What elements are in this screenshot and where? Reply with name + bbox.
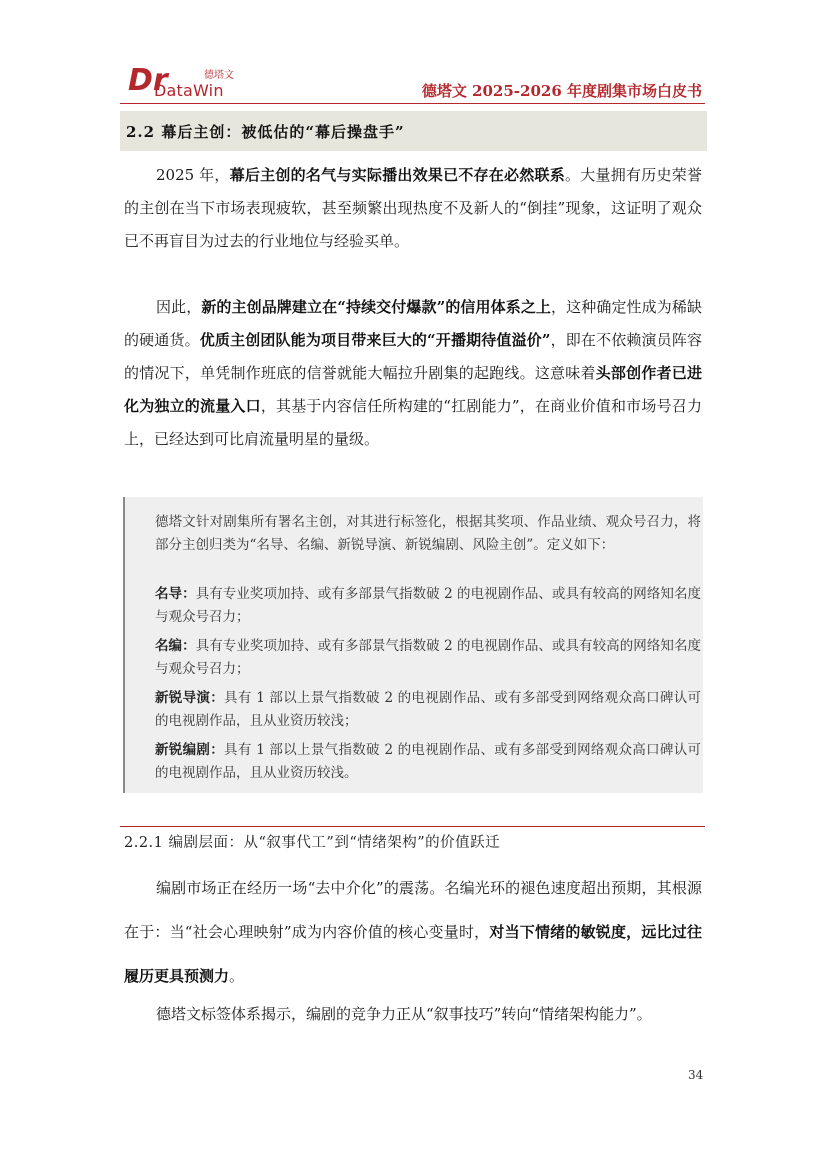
definition-desc: 具有专业奖项加持、或有多部景气指数破 2 的电视剧作品、或具有较高的网络知名度与观众号召力； [155,586,702,625]
datawin-logo [128,64,238,104]
text: 编剧市场正在经历一场“去中介化”的震荡。名编光环的褪色速度超出预期，其根源在于：当“社会心理映射”成为内容价值的核心变量时， [124,879,702,941]
paragraph-2 [124,291,702,456]
definition-desc: 具有 1 部以上景气指数破 2 的电视剧作品、或有多部受到网络观众高口碑认可的电视剧作品，且从业资历较浅； [155,690,702,729]
text: 。大量拥有历史荣誉的主创在当下市场表现疲软，甚至频繁出现热度不及新人的“倒挂”现象，这证明了观众已不再盲目为过去的行业地位与经验买单。 [124,166,702,250]
paragraph-3 [124,866,702,998]
text: 德塔文标签体系揭示，编剧的竞争力正从“叙事技巧”转向“情绪架构能力”。 [156,1005,652,1023]
definition-intro: 德塔文针对剧集所有署名主创，对其进行标签化，根据其奖项、作品业绩、观众号召力，将部分主创归类为“名导、名编、新锐导演、新锐编剧、风险主创”。定义如下： [155,514,701,553]
text: 因此， [156,298,202,316]
definition-box [123,497,703,793]
page-number: 34 [688,1068,704,1082]
definition-term: 新锐导演： [155,690,225,706]
section-title: 2.2 幕后主创：被低估的“幕后操盘手” [126,123,405,141]
definition-desc: 具有专业奖项加持、或有多部景气指数破 2 的电视剧作品、或具有较高的网络知名度与观众号召力； [155,638,702,677]
logo-brand-cn: 德塔文 [204,70,234,81]
text: ，其基于内容信任所构建的“扛剧能力”，在商业价值和市场号召力上，已经达到可比肩流量明星的量级。 [124,397,702,448]
text: 2025 年， [156,166,230,184]
bold-text: 新的主创品牌建立在“持续交付爆款”的信用体系之上 [201,298,552,316]
definition-item [155,687,701,733]
definition-item [155,583,701,629]
definition-term: 新锐编剧： [155,742,225,758]
subsection-divider [120,826,705,827]
paragraph-1 [124,159,702,258]
paragraph-4 [124,998,702,1031]
definition-item [155,739,701,785]
subsection-title: 2.2.1 编剧层面：从“叙事代工”到“情绪架构”的价值跃迁 [124,835,501,851]
definition-item [155,635,701,681]
bold-text: 幕后主创的名气与实际播出效果已不存在必然联系 [229,166,566,184]
text: 。 [229,967,245,985]
definition-desc: 具有 1 部以上景气指数破 2 的电视剧作品、或有多部受到网络观众高口碑认可的电视剧作品，且从业资历较浅。 [155,742,702,781]
text: ，即在不依赖演员阵容的情况下，单凭制作班底的信誉就能大幅拉升剧集的起跑线。这意味着 [124,331,702,382]
logo-brand: DataWin [154,81,224,100]
definition-term: 名导： [155,586,196,602]
bold-text: 优质主创团队能为项目带来巨大的“开播期待值溢价” [199,331,551,349]
logo-mark: Dr [128,63,168,98]
text: ，这种确定性成为稀缺的硬通货。 [124,298,702,349]
definition-term: 名编： [155,638,196,654]
bold-text: 头部创作者已进化为独立的流量入口 [124,364,702,415]
document-title: 德塔文 2025-2026 年度剧集市场白皮书 [421,82,702,100]
header-divider [120,103,705,104]
section-heading-band [120,111,707,151]
bold-text: 对当下情绪的敏锐度，远比过往履历更具预测力 [124,923,702,985]
